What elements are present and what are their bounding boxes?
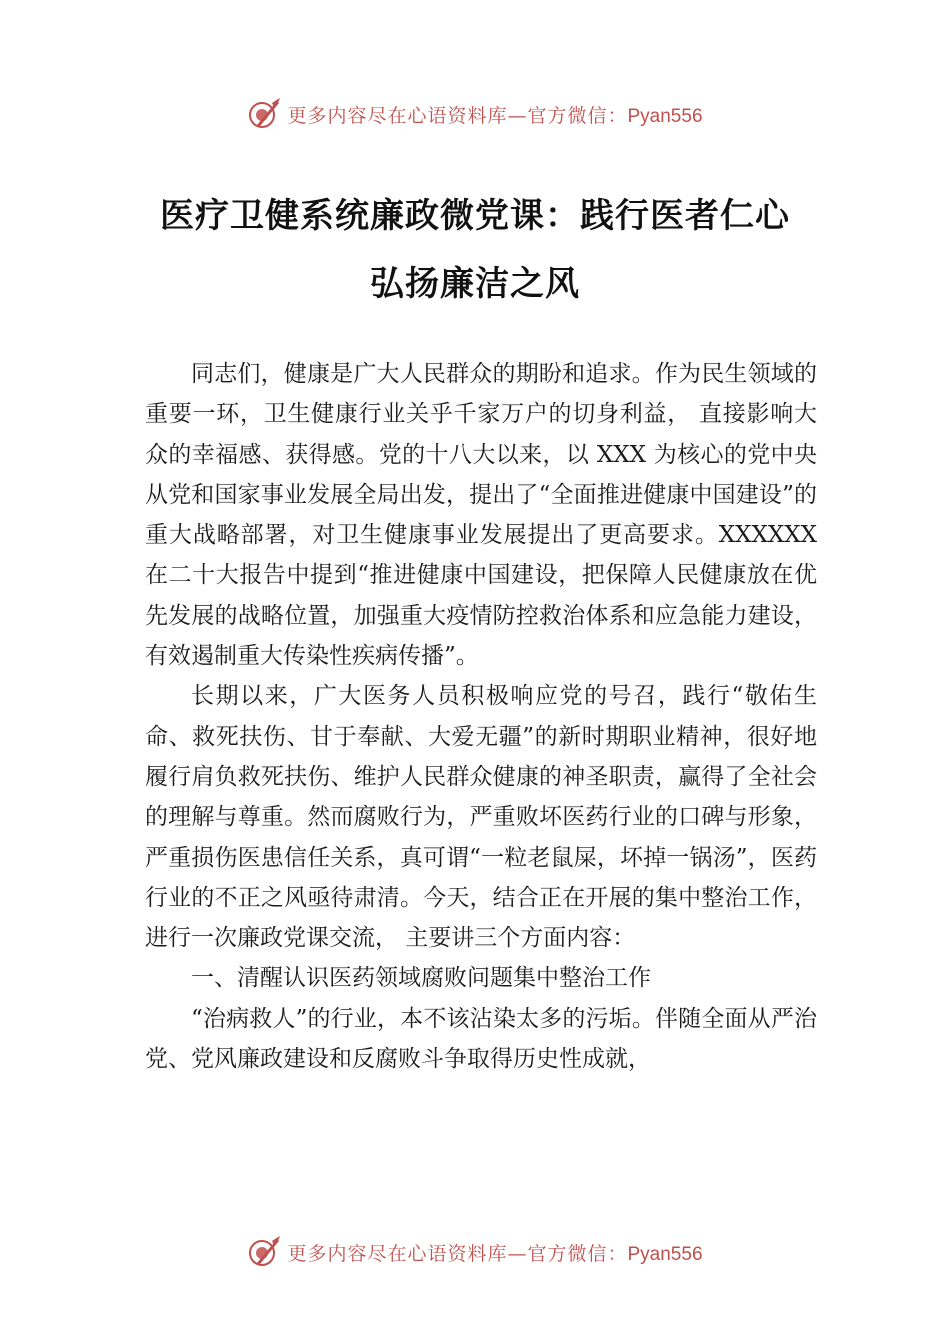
quill-pen-logo-icon <box>247 97 281 131</box>
document-title-line-1: 医疗卫健系统廉政微党课：践行医者仁心 <box>160 196 790 236</box>
wechat-id: Pyan556 <box>627 1243 703 1265</box>
footer-watermark <box>0 1232 950 1272</box>
watermark-text: 更多内容尽在心语资料库—官方微信：Pyan556 <box>287 1242 703 1265</box>
wechat-id: Pyan556 <box>627 105 703 127</box>
section-heading: 一、清醒认识医药领域腐败问题集中整治工作 <box>191 965 651 992</box>
document-body <box>145 354 817 1079</box>
header-watermark <box>0 94 950 134</box>
quill-pen-logo-icon <box>247 1235 281 1269</box>
body-paragraph: 同志们，健康是广大人民群众的期盼和追求。作为民生领域的重要一环，卫生健康行业关乎千家万户的切身利益， 直接影响大众的幸福感、获得感。党的十八大以来，以 XXX 为核心的党中央从党和国家事业发展全局出发，提出了“全面推进健康中国建设”的重大战略部署，对卫生健康事业发展提出了更高要求。XXXXXX 在二十大报告中提到“推进健康中国建设，把保障人民健康放在优先发展的战略位置，加强重大疫情防控救治体系和应急能力建设，有效遏制重大传染性疾病传播”。 <box>145 361 817 670</box>
body-paragraph: “治病救人”的行业，本不该沾染太多的污垢。伴随全面从严治党、党风廉政建设和反腐败斗争取得历史性成就， <box>145 1005 817 1073</box>
document-title-line-2: 弘扬廉洁之风 <box>370 264 580 304</box>
body-paragraph: 长期以来，广大医务人员积极响应党的号召，践行“敬佑生命、救死扶伤、甘于奉献、大爱无疆”的新时期职业精神，很好地履行肩负救死扶伤、维护人民群众健康的神圣职责，赢得了全社会的理解与尊重。然而腐败行为，严重败坏医药行业的口碑与形象，严重损伤医患信任关系，真可谓“一粒老鼠屎，坏掉一锅汤”，医药行业的不正之风亟待肃清。今天，结合正在开展的集中整治工作，进行一次廉政党课交流， 主要讲三个方面内容： <box>145 683 817 952</box>
watermark-text: 更多内容尽在心语资料库—官方微信：Pyan556 <box>287 104 703 127</box>
